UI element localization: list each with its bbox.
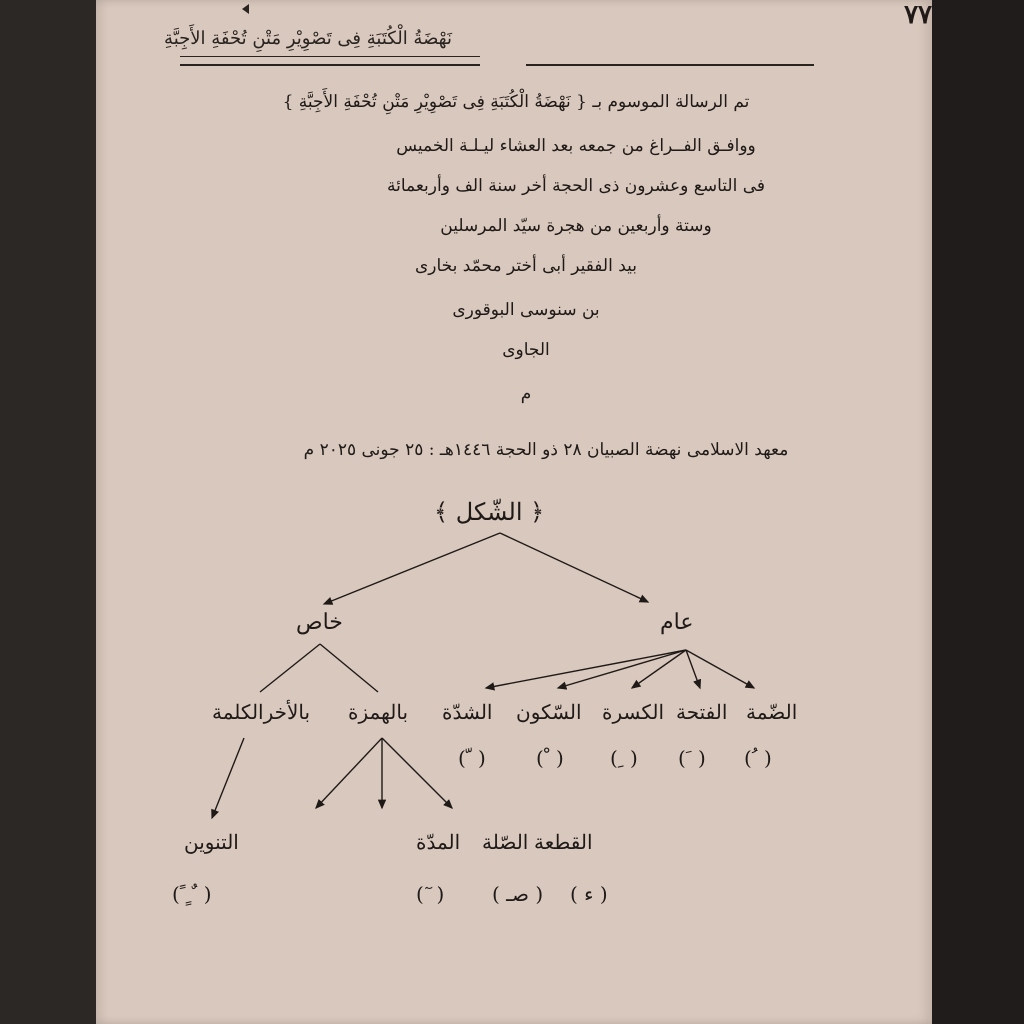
colophon-line: الجاوى (502, 340, 550, 360)
node-sukun: السّكون (516, 700, 582, 724)
node-madda: المدّة (416, 830, 461, 854)
symbol-madda: ( ٓ ) (416, 882, 445, 906)
node-shadda: الشدّة (442, 700, 493, 724)
arrow-root-am (500, 533, 648, 602)
node-bil-hamza: بالهمزة (348, 700, 409, 724)
book-page (96, 0, 932, 1024)
node-fatha: الفتحة (676, 700, 728, 724)
colophon-line: وستة وأربعين من هجرة سيّد المرسلين (440, 216, 712, 236)
symbol-hamza-sila: ( صـ ) (492, 882, 544, 906)
node-qata: القطعة (534, 830, 593, 854)
symbol-fatha: ( َ ) (678, 746, 706, 770)
node-sila: الصّلة (482, 830, 529, 854)
line-khas-hamza (320, 644, 378, 692)
colophon-line: بن سنوسى البوقورى (452, 300, 600, 320)
branch-am: عام (660, 610, 694, 635)
running-header-title: نَهْضَةُ الْكُتَبَةِ فِى تَصْوِيْرِ مَتْنِ تُحْفَةِ الأَجِبَّةِ (164, 28, 452, 49)
root-node-shakl: ﴿ الشّكل ﴾ (434, 498, 545, 526)
symbol-hamza-qata: ( ء ) (570, 882, 608, 906)
arrow-am-damma (686, 650, 754, 688)
branch-khas: خاص (296, 610, 343, 635)
arrow-am-fatha (686, 650, 700, 688)
colophon-line: تم الرسالة الموسوم بـ { نَهْضَةُ الْكُتَبَةِ فِى تَصْوِيْرِ مَتْنِ تُحْفَةِ الأَجِبَّةِ } (282, 92, 750, 112)
node-tanwin: التنوين (184, 830, 239, 854)
arrow-am-sukun (558, 650, 686, 688)
colophon-line: فى التاسع وعشرون ذى الحجة أخر سنة الف وأربعمائة (387, 176, 765, 196)
arrow-hamza-qata (382, 738, 452, 808)
node-bil-akhir-kalima: بالأخرالكلمة (212, 700, 311, 724)
page-number: ٧٧ (904, 0, 932, 30)
symbol-damma: ( ُ ) (744, 746, 772, 770)
arrow-hamza-madda (316, 738, 382, 808)
symbol-sukun: ( ْ ) (536, 746, 564, 770)
node-kasra: الكسرة (602, 700, 665, 724)
node-damma: الضّمة (746, 700, 798, 724)
arrow-am-shadda (486, 650, 686, 688)
arrow-root-khas (324, 533, 500, 604)
colophon-line: ووافـق الفــراغ من جمعه بعد العشاء ليـلـة الخميس (396, 136, 756, 156)
symbol-shadda: ( ّ ) (458, 746, 486, 770)
background-dark-edge (932, 0, 1024, 1024)
symbol-tanwin: ( ً ٍ ٌ ) (172, 882, 212, 906)
institute-date-line: معهد الاسلامى نهضة الصبيان ٢٨ ذو الحجة ١٤٤٦هـ : ٢٥ جونى ٢٠٢٥ م (303, 440, 789, 460)
colophon-line: م (520, 384, 532, 404)
symbol-kasra: ( ِ ) (610, 746, 638, 770)
line-khas-akhir (260, 644, 320, 692)
colophon-line: بيد الفقير أبى أختر محمّد بخارى (414, 256, 637, 276)
arrow-akhir-tanwin (212, 738, 244, 818)
